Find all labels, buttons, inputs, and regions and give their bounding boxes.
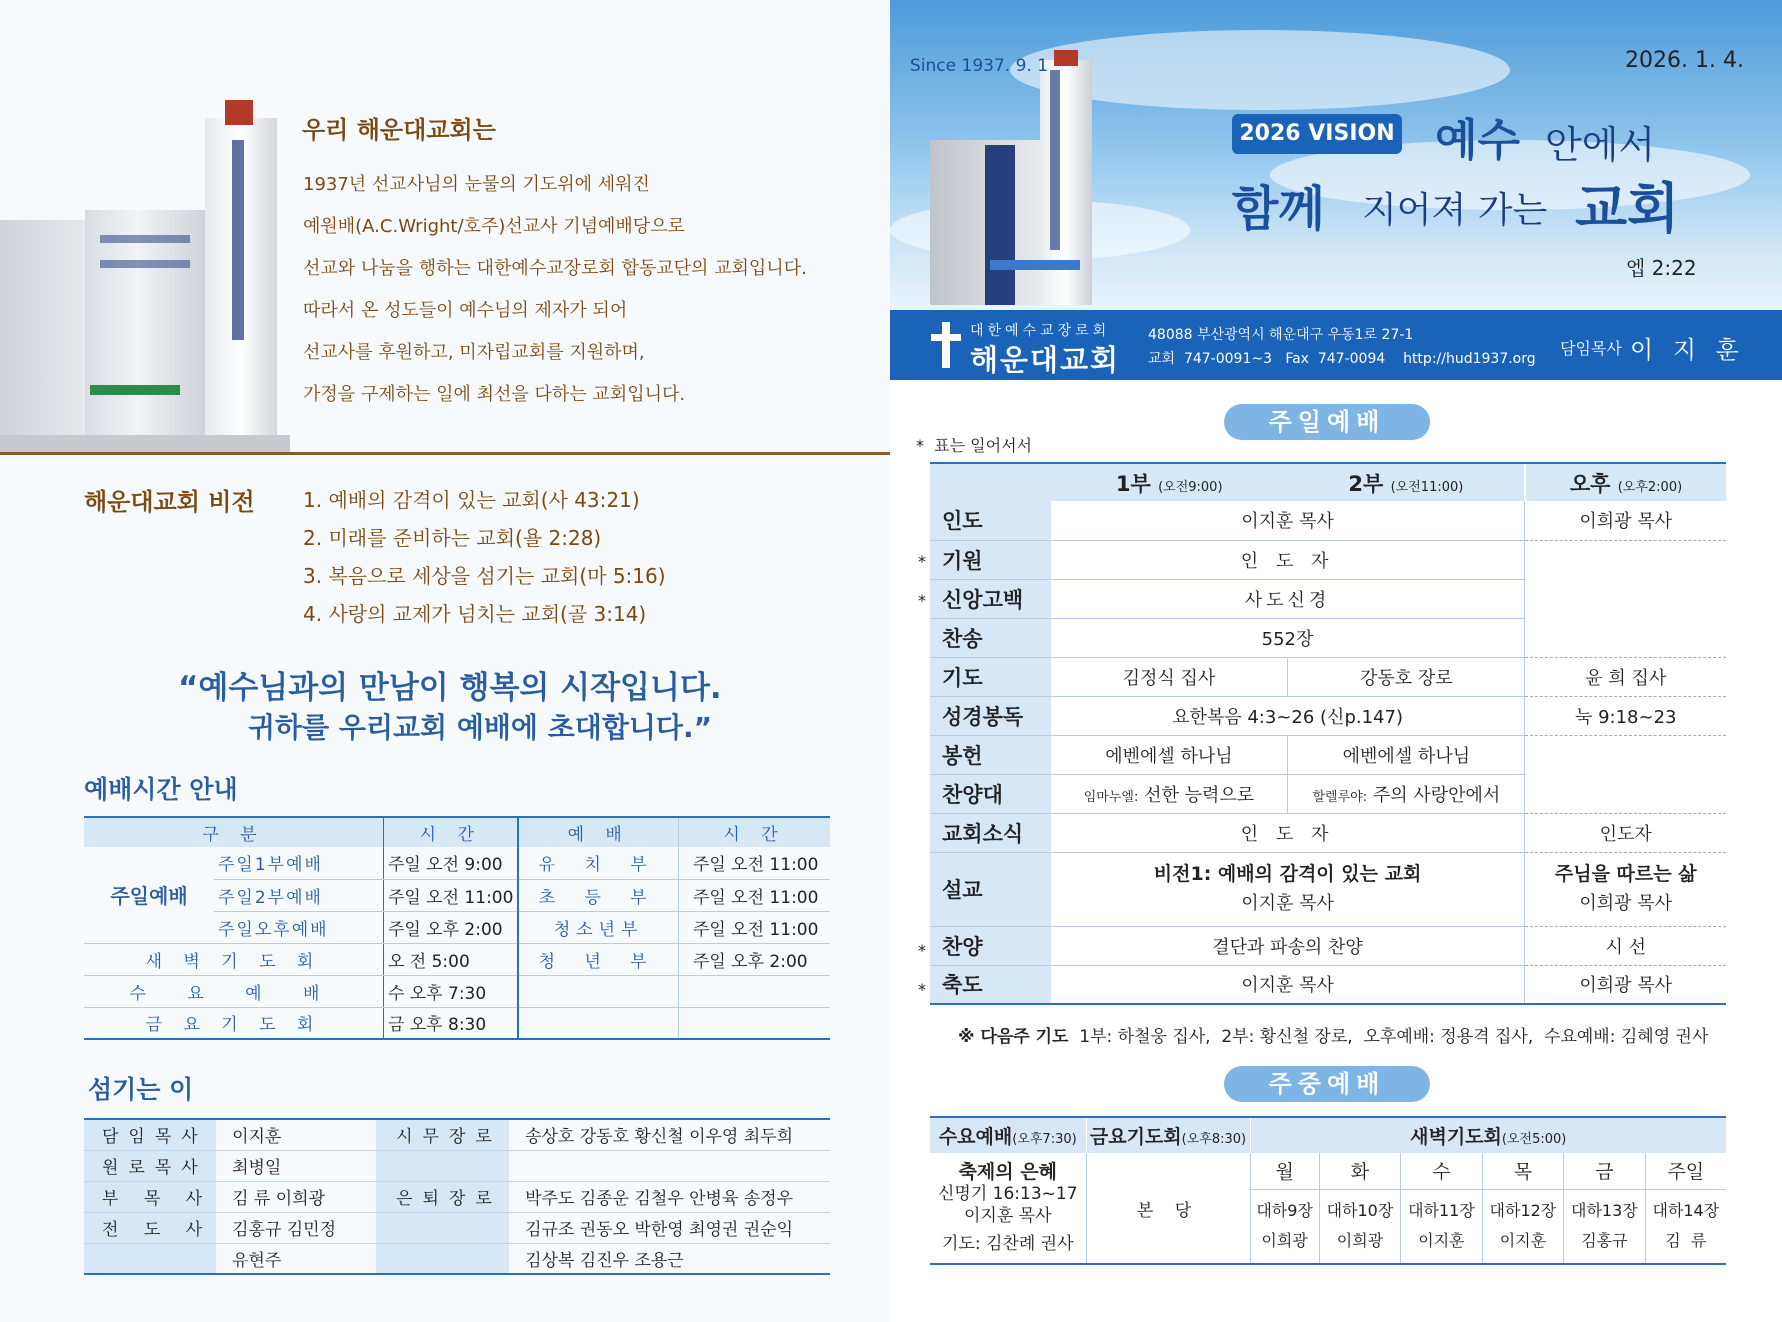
wed-sermon-title: 축제의 은혜 (958, 1161, 1057, 1183)
since-date: Since 1937. 9. 1 (910, 56, 1049, 76)
order-label: 봉헌 (930, 735, 1051, 774)
afternoon-value: 윤 희 집사 (1525, 657, 1726, 696)
right-page (890, 0, 1782, 1322)
church-info-bar (890, 310, 1782, 380)
empty-cell (678, 975, 830, 1007)
day-header: 금 (1564, 1153, 1645, 1189)
wed-sermon-text: 신명기 16:13~17 (937, 1184, 1078, 1204)
names2: 송상호 강동호 황신철 이우영 최두희 (509, 1119, 830, 1150)
order-value: 요한복음 4:3~26 (신p.147) (1051, 696, 1525, 735)
header-time: 시 간 (383, 817, 518, 847)
header-time2: 시 간 (678, 817, 830, 847)
vision-item: 3. 복음으로 세상을 섬기는 교회(마 5:16) (303, 564, 666, 588)
day-header: 월 (1250, 1153, 1319, 1189)
order-value-first: 에벤에셀 하나님 (1051, 735, 1288, 774)
vision-item: 1. 예배의 감격이 있는 교회(사 43:21) (303, 488, 640, 512)
intro-line: 선교사를 후원하고, 미자립교회를 지원하며, (303, 342, 645, 363)
afternoon-value: 이희광 목사 (1525, 501, 1726, 540)
day-header: 수 (1401, 1153, 1482, 1189)
sermon-afternoon (1525, 852, 1726, 926)
empty-cell (678, 1007, 830, 1039)
standing-mark-icon: * (918, 941, 926, 960)
vision-badge: 2026 VISION (1232, 114, 1402, 154)
order-value: 이지훈 목사 (1051, 965, 1525, 1004)
slogan-together: 함께 (1232, 181, 1325, 237)
order-value-first: 임마누엘: 선한 능력으로 (1051, 774, 1288, 813)
wed-prayer: 기도: 김찬례 권사 (942, 1234, 1074, 1254)
dept-time: 주일 오전 11:00 (678, 847, 830, 879)
worship-time: 주일 오전 9:00 (383, 847, 518, 879)
order-value: 결단과 파송의 찬양 (1051, 926, 1525, 965)
names2 (509, 1150, 830, 1181)
order-value-second: 할렐루야: 주의 사랑안에서 (1288, 774, 1525, 813)
order-label: 찬양대 (930, 774, 1051, 813)
sermon-first (1051, 852, 1525, 926)
worship-name: 새 벽 기 도 회 (84, 943, 383, 975)
order-value-second: 에벤에셀 하나님 (1288, 735, 1525, 774)
day-cell: 대하10장 이희광 (1319, 1189, 1400, 1264)
vision-title: 해운대교회 비전 (84, 488, 255, 516)
pastor-name: 이 지 훈 (1630, 336, 1745, 364)
servants-title: 섬기는 이 (88, 1075, 194, 1104)
order-value: 사도신경 (1051, 579, 1525, 618)
group-label: 주일예배 (84, 847, 214, 943)
order-label: 성경봉독 (930, 696, 1051, 735)
role2: 은퇴장로 (376, 1181, 509, 1212)
role2: 시무장로 (376, 1119, 509, 1150)
worship-time: 수 오후 7:30 (383, 975, 518, 1007)
role: 담임목사 (84, 1119, 216, 1150)
header-blank (930, 463, 1051, 501)
worship-name: 주일2부예배 (214, 879, 383, 911)
church-name: 해운대교회 (970, 343, 1121, 377)
weekday-table (930, 1116, 1726, 1265)
sermon-preacher: 이지훈 목사 (1241, 893, 1334, 914)
sunday-order-table (930, 462, 1726, 1005)
intro-line: 따라서 온 성도들이 예수님의 제자가 되어 (303, 300, 628, 321)
worship-time: 오 전 5:00 (383, 943, 518, 975)
role: 원로목사 (84, 1150, 216, 1181)
standing-mark-icon: * (918, 980, 926, 999)
worship-time: 주일 오후 2:00 (383, 911, 518, 943)
afternoon-value (1525, 735, 1726, 774)
church-building-image (0, 100, 290, 455)
wed-preacher: 이지훈 목사 (963, 1206, 1052, 1226)
empty-cell (518, 1007, 678, 1039)
worship-time: 주일 오전 11:00 (383, 879, 518, 911)
dept-time: 주일 오후 2:00 (678, 943, 830, 975)
names2: 김상복 김진우 조용근 (525, 1250, 684, 1271)
afternoon-value: 시 선 (1525, 926, 1726, 965)
worship-time: 금 오후 8:30 (383, 1007, 518, 1039)
dept-time: 주일 오전 11:00 (678, 911, 830, 943)
worship-name: 수 요 예 배 (84, 975, 383, 1007)
afternoon-value: 이희광 목사 (1525, 965, 1726, 1004)
invitation-quote-line2: 귀하를 우리교회 예배에 초대합니다.” (248, 711, 713, 744)
role2 (376, 1212, 509, 1243)
day-cell: 대하13장 김홍규 (1564, 1189, 1645, 1264)
dept-name: 청 년 부 (518, 943, 678, 975)
order-label: 축도 (930, 965, 1051, 1004)
order-label: 설교 (930, 852, 1051, 926)
vision-item: 4. 사랑의 교제가 넘치는 교회(골 3:14) (303, 602, 647, 626)
empty-cell (518, 975, 678, 1007)
order-label: 찬양 (930, 926, 1051, 965)
standing-mark-icon: * (918, 591, 926, 610)
worship-times-title: 예배시간 안내 (84, 775, 238, 804)
order-value: 인 도 자 (1051, 540, 1525, 579)
afternoon-value: 눅 9:18~23 (1525, 696, 1726, 735)
names: 김 류 이희광 (216, 1181, 376, 1212)
slogan-in: 안에서 (1545, 123, 1656, 167)
slogan-church: 교회 (1575, 177, 1680, 240)
invitation-quote-line1: “예수님과의 만남이 행복의 시작입니다. (178, 670, 722, 706)
bulletin-date: 2026. 1. 4. (1625, 48, 1744, 73)
worship-name: 주일1부예배 (214, 847, 383, 879)
worship-times-table (84, 816, 830, 1040)
worship-name: 주일오후예배 (214, 911, 383, 943)
weekday-worship-title: 주중예배 (1224, 1066, 1430, 1102)
day-cell: 대하11장 이지훈 (1401, 1189, 1482, 1264)
vision-item: 2. 미래를 준비하는 교회(욜 2:28) (303, 526, 602, 550)
names: 김홍규 김민정 (216, 1212, 376, 1243)
left-page (0, 0, 890, 1322)
church-tower-image (930, 50, 1100, 305)
divider (0, 452, 890, 455)
standing-note: * 표는 일어서서 (916, 436, 1032, 455)
fri-header: 금요기도회(오후8:30) (1086, 1117, 1250, 1153)
afternoon-value (1525, 540, 1726, 579)
role2 (376, 1243, 509, 1274)
order-value-second: 강동호 장로 (1288, 657, 1525, 696)
role: 전 도 사 (84, 1212, 216, 1243)
slogan-being-built: 지어져 가는 (1362, 190, 1548, 231)
names: 유현주 (232, 1250, 282, 1271)
dept-name: 유 치 부 (518, 847, 678, 879)
order-label: 기원 (930, 540, 1051, 579)
afternoon-value (1525, 579, 1726, 618)
intro-line: 가정을 구제하는 일에 최선을 다하는 교회입니다. (303, 384, 686, 405)
intro-line: 예원배(A.C.Wright/호주)선교사 기념예배당으로 (303, 216, 685, 237)
sunday-worship-title: 주일예배 (1224, 404, 1430, 440)
order-label: 신앙고백 (930, 579, 1051, 618)
order-value: 552장 (1051, 618, 1525, 657)
slogan-jesus: 예수 (1435, 115, 1521, 166)
day-cell: 대하9장 이희광 (1250, 1189, 1319, 1264)
order-value: 이지훈 목사 (1051, 501, 1525, 540)
dawn-header: 새벽기도회(오전5:00) (1410, 1126, 1567, 1148)
day-cell: 대하12장 이지훈 (1482, 1189, 1563, 1264)
wed-header: 수요예배(오후7:30) (930, 1117, 1086, 1153)
order-value: 인 도 자 (1051, 813, 1525, 852)
sermon-title: 비전1: 예배의 감격이 있는 교회 (1153, 863, 1422, 885)
worship-name: 금 요 기 도 회 (84, 1007, 383, 1039)
day-header: 목 (1482, 1153, 1563, 1189)
servants-table (84, 1118, 830, 1275)
standing-mark-icon: * (918, 552, 926, 571)
header-first-service: 1부 (오전9:00) (1051, 463, 1288, 501)
church-address: 48088 부산광역시 해운대구 우동1로 27-1 (1148, 327, 1414, 343)
header-worship: 예 배 (518, 817, 678, 847)
next-week-prayer: ※ 다음주 기도 1부: 하철웅 집사, 2부: 황신철 장로, 오후예배: 정용격 집사, 수요예배: 김혜영 권사 (958, 1027, 1709, 1047)
order-value-first: 김정식 집사 (1051, 657, 1288, 696)
order-label: 교회소식 (930, 813, 1051, 852)
role: 부 목 사 (84, 1181, 216, 1212)
intro-line: 1937년 선교사님의 눈물의 기도위에 세워진 (303, 174, 650, 195)
names: 최병일 (216, 1150, 376, 1181)
fri-place: 본 당 (1086, 1153, 1250, 1264)
header-category: 구 분 (84, 817, 383, 847)
sermon-preacher: 이희광 목사 (1579, 893, 1673, 914)
day-cell: 대하14장 김 류 (1652, 1201, 1720, 1251)
role (84, 1243, 216, 1274)
names2: 박주도 김종운 김철우 안병육 송정우 (509, 1181, 830, 1212)
cross-logo-icon (928, 322, 964, 368)
verse-ref: 엡 2:22 (1626, 256, 1697, 280)
pastor-label: 담임목사 (1560, 339, 1622, 358)
role2 (376, 1150, 509, 1181)
intro-title: 우리 해운대교회는 (302, 116, 496, 144)
denomination: 대한예수교장로회 (970, 323, 1111, 339)
dept-name: 초 등 부 (518, 879, 678, 911)
order-label: 기도 (930, 657, 1051, 696)
header-afternoon-service: 오후 (오후2:00) (1525, 463, 1726, 501)
header-second-service: 2부 (오전11:00) (1288, 463, 1525, 501)
order-label: 찬송 (930, 618, 1051, 657)
afternoon-value (1525, 774, 1726, 813)
order-label: 인도 (930, 501, 1051, 540)
afternoon-value: 인도자 (1525, 813, 1726, 852)
wed-sermon (930, 1153, 1086, 1264)
church-contact: 교회 747-0091~3 Fax 747-0094 http://hud1937.org (1148, 351, 1536, 367)
day-header: 주일 (1645, 1153, 1726, 1189)
dept-time: 주일 오전 11:00 (678, 879, 830, 911)
intro-line: 선교와 나눔을 행하는 대한예수교장로회 합동교단의 교회입니다. (303, 258, 807, 279)
dept-name: 청소년부 (518, 911, 678, 943)
day-header: 화 (1319, 1153, 1400, 1189)
afternoon-value (1525, 618, 1726, 657)
sermon-title: 주님을 따르는 삶 (1554, 863, 1697, 885)
names: 이지훈 (216, 1119, 376, 1150)
names2: 김규조 권동오 박한영 최영권 권순익 (509, 1212, 830, 1243)
